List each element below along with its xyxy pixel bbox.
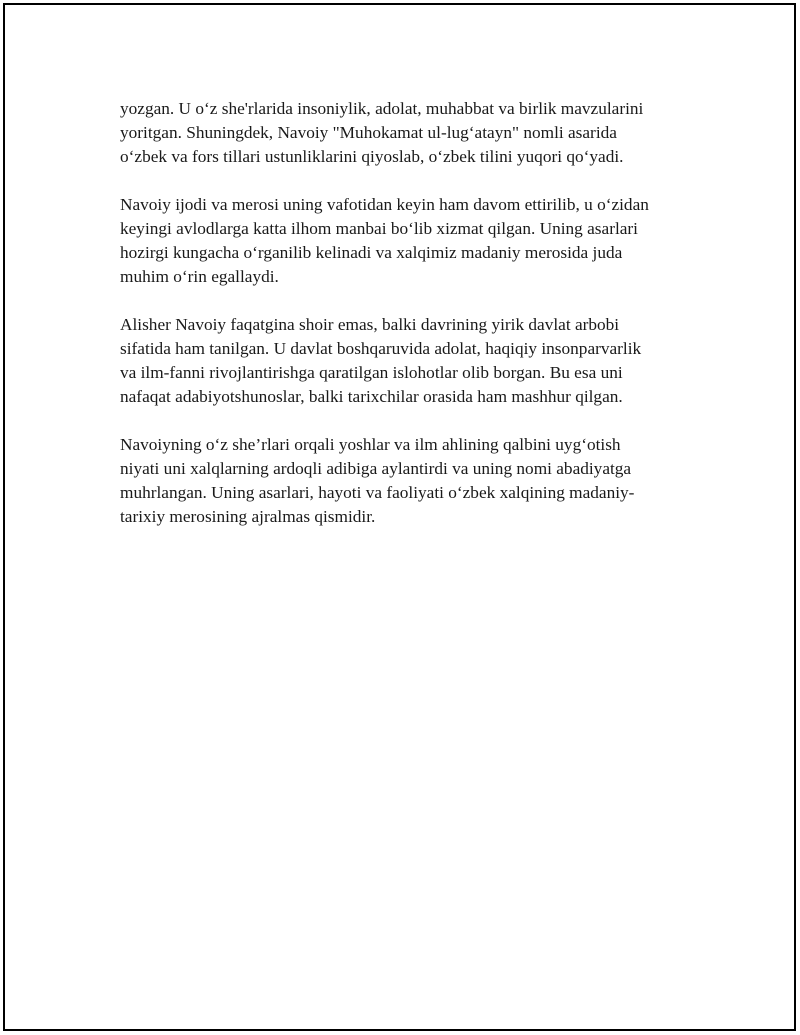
paragraph-4 <box>120 433 700 529</box>
text-line: Navoiy ijodi va merosi uning vafotidan keyin ham davom ettirilib, u o‘zidan <box>120 195 649 214</box>
text-line: Navoiyning o‘z she’rlari orqali yoshlar va ilm ahlining qalbini uyg‘otish <box>120 435 621 454</box>
text-line: keyingi avlodlarga katta ilhom manbai bo‘lib xizmat qilgan. Uning asarlari <box>120 219 638 238</box>
paragraph-2 <box>120 193 700 289</box>
paragraph-gap <box>120 169 700 193</box>
text-line: yoritgan. Shuningdek, Navoiy "Muhokamat ul-lug‘atayn" nomli asarida <box>120 123 617 142</box>
text-line: muhrlangan. Uning asarlari, hayoti va faoliyati o‘zbek xalqining madaniy- <box>120 483 635 502</box>
paragraph-1 <box>120 97 700 169</box>
text-line: Alisher Navoiy faqatgina shoir emas, balki davrining yirik davlat arbobi <box>120 315 620 334</box>
text-line: nafaqat adabiyotshunoslar, balki tarixchilar orasida ham mashhur qilgan. <box>120 387 623 406</box>
document-body <box>120 97 700 529</box>
text-line: va ilm-fanni rivojlantirishga qaratilgan islohotlar olib borgan. Bu esa uni <box>120 363 623 382</box>
text-line: yozgan. U o‘z she'rlarida insoniylik, adolat, muhabbat va birlik mavzularini <box>120 99 644 118</box>
paragraph-gap <box>120 409 700 433</box>
paragraph-3 <box>120 313 700 409</box>
document-page <box>3 3 796 1031</box>
text-line: muhim o‘rin egallaydi. <box>120 267 279 286</box>
paragraph-gap <box>120 289 700 313</box>
text-line: tarixiy merosining ajralmas qismidir. <box>120 507 376 526</box>
text-line: niyati uni xalqlarning ardoqli adibiga aylantirdi va uning nomi abadiyatga <box>120 459 632 478</box>
text-line: sifatida ham tanilgan. U davlat boshqaruvida adolat, haqiqiy insonparvarlik <box>120 339 642 358</box>
text-line: o‘zbek va fors tillari ustunliklarini qiyoslab, o‘zbek tilini yuqori qo‘yadi. <box>120 147 624 166</box>
text-line: hozirgi kungacha o‘rganilib kelinadi va xalqimiz madaniy merosida juda <box>120 243 623 262</box>
